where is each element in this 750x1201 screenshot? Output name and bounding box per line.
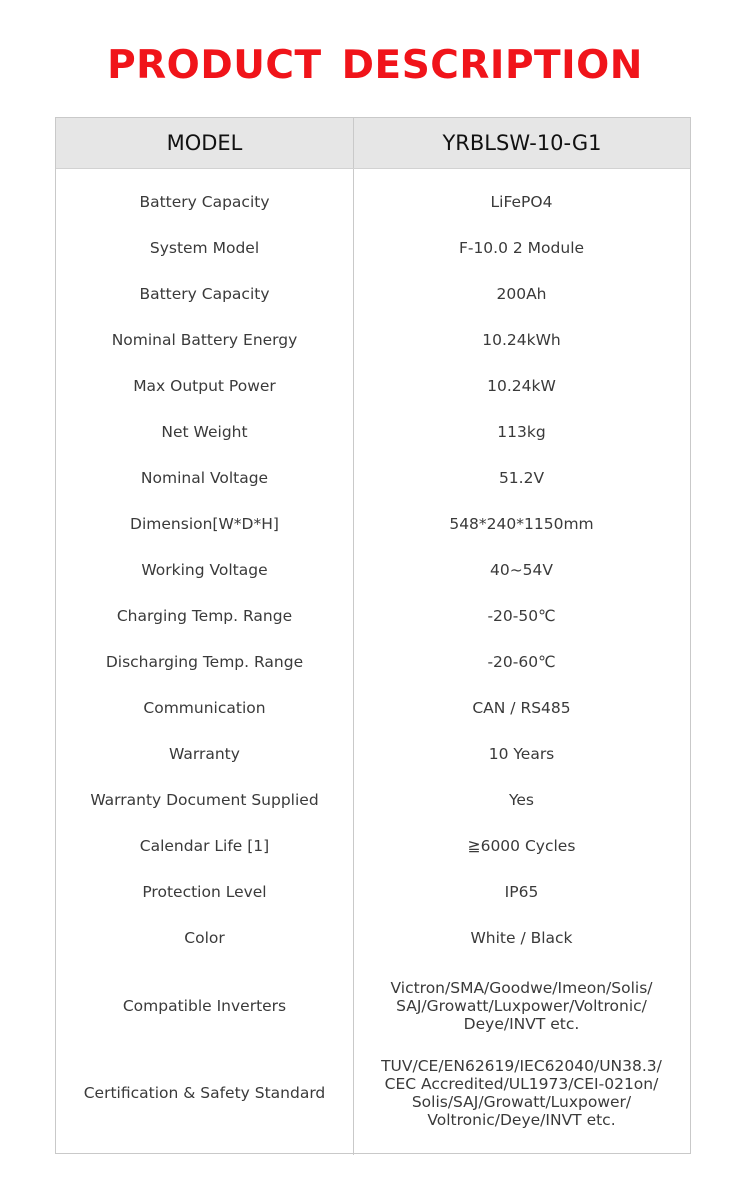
spec-value: -20-60℃ xyxy=(487,653,556,671)
spec-value: 10.24kW xyxy=(487,377,556,395)
spec-label: Color xyxy=(184,929,225,947)
spec-value: 10 Years xyxy=(488,745,555,763)
spec-label: Nominal Voltage xyxy=(140,469,269,487)
spec-value: Yes xyxy=(508,791,535,809)
table-row xyxy=(56,455,690,501)
spec-value: 113kg xyxy=(497,423,546,441)
table-body xyxy=(56,169,690,1136)
spec-value xyxy=(353,1057,690,1129)
table-row xyxy=(56,179,690,225)
spec-label: Calendar Life [1] xyxy=(139,837,270,855)
spec-label: Warranty xyxy=(169,745,240,763)
spec-label: Discharging Temp. Range xyxy=(105,653,304,671)
table-row xyxy=(56,593,690,639)
table-row xyxy=(56,363,690,409)
spec-value: 548*240*1150mm xyxy=(449,515,594,533)
header-model-label: MODEL xyxy=(56,118,354,168)
spec-value-line: Voltronic/Deye/INVT etc. xyxy=(427,1111,616,1129)
spec-value: CAN / RS485 xyxy=(472,699,571,717)
spec-value-line: Deye/INVT etc. xyxy=(463,1014,580,1033)
spec-value: 40~54V xyxy=(489,561,554,579)
spec-value: 200Ah xyxy=(496,285,547,303)
spec-value-line: Victron/SMA/Goodwe/Imeon/Solis/ xyxy=(390,978,653,997)
spec-label: Protection Level xyxy=(142,883,267,901)
header-model-value: YRBLSW-10-G1 xyxy=(442,131,602,155)
spec-value: ≧6000 Cycles xyxy=(467,837,576,855)
table-row xyxy=(56,225,690,271)
table-row xyxy=(56,823,690,869)
table-row xyxy=(56,685,690,731)
table-row xyxy=(56,409,690,455)
table-header xyxy=(56,118,690,169)
table-row xyxy=(56,639,690,685)
table-row xyxy=(56,961,690,1050)
spec-label: Certification & Safety Standard xyxy=(83,1084,326,1102)
spec-value-line: Solis/SAJ/Growatt/Luxpower/ xyxy=(411,1093,632,1111)
table-row xyxy=(56,271,690,317)
spec-value: 51.2V xyxy=(498,469,545,487)
table-row xyxy=(56,731,690,777)
spec-value: F-10.0 2 Module xyxy=(458,239,585,257)
spec-value xyxy=(353,979,690,1033)
spec-value: LiFePO4 xyxy=(490,193,553,211)
spec-value-line: CEC Accredited/UL1973/CEI-021on/ xyxy=(384,1075,659,1093)
table-row xyxy=(56,501,690,547)
spec-value: White / Black xyxy=(470,929,573,947)
spec-label: Battery Capacity xyxy=(139,193,270,211)
spec-label: Dimension[W*D*H] xyxy=(130,515,279,533)
spec-label: Battery Capacity xyxy=(139,285,270,303)
spec-value-line: SAJ/Growatt/Luxpower/Voltronic/ xyxy=(396,996,647,1015)
table-row xyxy=(56,869,690,915)
spec-label: Compatible Inverters xyxy=(122,996,287,1015)
spec-label: Charging Temp. Range xyxy=(116,607,293,625)
table-row xyxy=(56,915,690,961)
spec-label: Net Weight xyxy=(161,423,248,441)
spec-value: -20-50℃ xyxy=(487,607,556,625)
spec-label: Warranty Document Supplied xyxy=(90,791,319,809)
spec-value: 10.24kWh xyxy=(482,331,561,349)
spec-table xyxy=(55,117,691,1154)
spec-label: Nominal Battery Energy xyxy=(111,331,298,349)
spec-label: Communication xyxy=(143,699,266,717)
spec-value-line: TUV/CE/EN62619/IEC62040/UN38.3/ xyxy=(381,1057,662,1075)
table-row xyxy=(56,777,690,823)
column-divider xyxy=(353,169,354,1155)
spec-label: System Model xyxy=(149,239,260,257)
table-row xyxy=(56,547,690,593)
spec-label: Working Voltage xyxy=(141,561,268,579)
page-title: PRODUCT DESCRIPTION xyxy=(107,43,643,88)
table-row xyxy=(56,1050,690,1136)
spec-label: Max Output Power xyxy=(133,377,276,395)
spec-value: IP65 xyxy=(504,883,539,901)
table-row xyxy=(56,317,690,363)
